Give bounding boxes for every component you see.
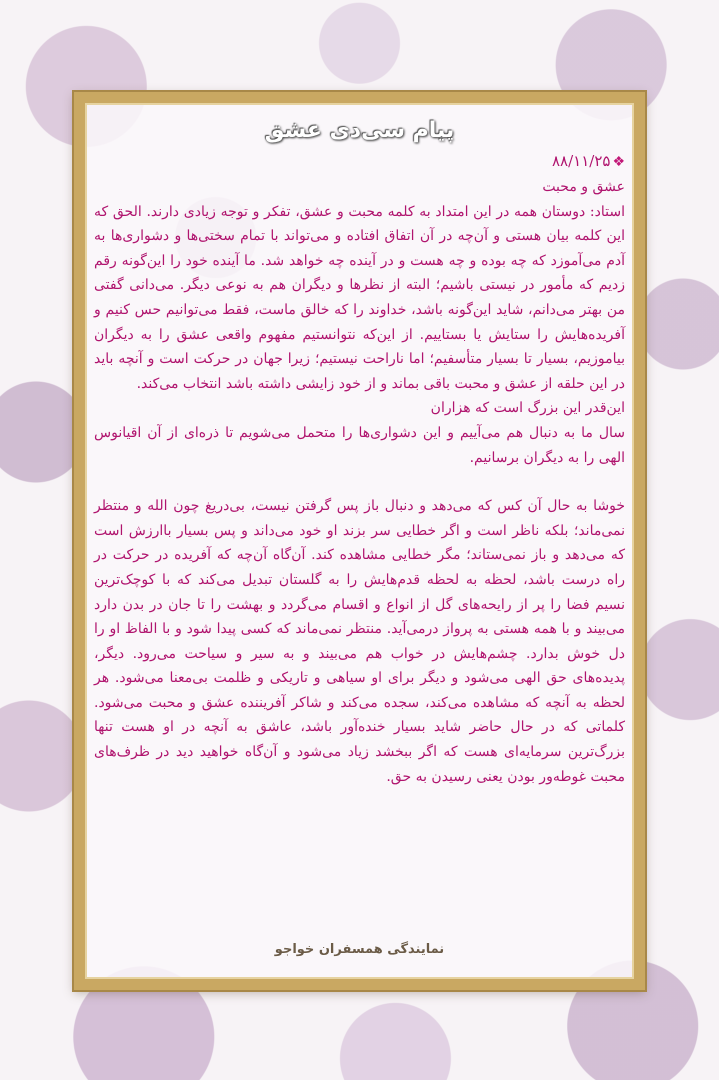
paragraph-gap xyxy=(94,470,625,494)
message-panel xyxy=(86,104,633,978)
signature: نمایندگی همسفران خواجو xyxy=(274,942,445,957)
body-paragraph-4: خوشا به حال آن کس که می‌دهد و دنبال باز پس گرفتن نیست، بی‌دریغ چون الله و منتظر نمی‌ماند؛ بلکه ناظر است و اگر خطایی سر بزند او خود می‌داند و پس بسیار باارزش است که می‌دهد و باز نمی‌ستاند؛ مگر خطایی مشاهده کند. آن‌گاه آن‌چه که آفریده در حرکت در راه درست باشد، لحظه به لحظه قدم‌هایش را به گلستان تبدیل می‌کند که با کوچک‌ترین نسیم فضا را پر از رایحه‌های گل از انواع و اقسام می‌گردد و بهشت را تا جان در بدن دارد می‌بیند و با همه هستی به پرواز درمی‌آید. منتظر نمی‌ماند که کسی پیدا شود و با الفاظ او را دل خوش بدارد. چشم‌هایش در خواب هم می‌بیند و به سیر و سیاحت می‌رود. دیگر، پدیده‌های حق الهی می‌شود و دیگر برای او سیاهی و تاریکی و ظلمت بی‌معنا می‌شود. هر لحظه به آنچه که مشاهده می‌کند، سجده می‌کند و شاکر آفریننده عشق و محبت می‌شود. کلماتی که در حال حاضر شاید بسیار خنده‌آور باشد، عاشق به آنچه در او هست تنها بزرگ‌ترین سرمایه‌ای هست که اگر ببخشد زیاد می‌شود و آن‌گاه خواهید دید در ظرف‌های محبت غوطه‌ور بودن یعنی رسیدن به حق. xyxy=(94,498,625,785)
body-paragraph-1: استاد: دوستان همه در این امتداد به کلمه محبت و عشق، تفکر و توجه زیادی دارند. الحق که این کلمه بیان هستی و آن‌چه در آن اتفاق افتاده و می‌تواند با تمام سختی‌ها و دشواری‌ها به آدم می‌آموزد که چه بوده و چه هست و در آینده چه خواهد شد. ما آینده خود را این‌گونه رقم زدیم که مأمور در نیستی باشیم؛ البته از نظرها و دیگران هم به نوعی دیگر. می‌دانی گفتی من بهتر می‌دانم، شاید این‌گونه باشد، خداوند را که خالق ماست، فقط می‌توانیم حس کنیم و آفریده‌هایش را ستایش یا بستاییم. از این‌که نتوانستیم مفهوم واقعی عشق را به دیگران بیاموزیم، بسیار تا بسیار متأسفیم؛ اما ناراحت نیستیم؛ زیرا جهان در حرکت است و آنچه باید در این حلقه از عشق و محبت باقی بماند و از خود زایشی داشته باشد انتخاب می‌کند. xyxy=(94,203,625,392)
ornament-icon: ❖ xyxy=(612,154,625,170)
body-paragraph-3: سال ما به دنبال هم می‌آییم و این دشواری‌ها را متحمل می‌شویم تا ذره‌ای از آن اقیانوس الهی را به دیگران برسانیم. xyxy=(94,424,625,466)
date-line xyxy=(94,149,625,175)
body-paragraph-2: این‌قدر این بزرگ است که هزاران xyxy=(430,400,625,417)
date-text: ۸۸/۱۱/۲۵ xyxy=(551,152,611,170)
subtitle-paragraph: عشق و محبت xyxy=(542,179,625,195)
page-title: پیام سی‌دی عشق xyxy=(264,118,455,143)
